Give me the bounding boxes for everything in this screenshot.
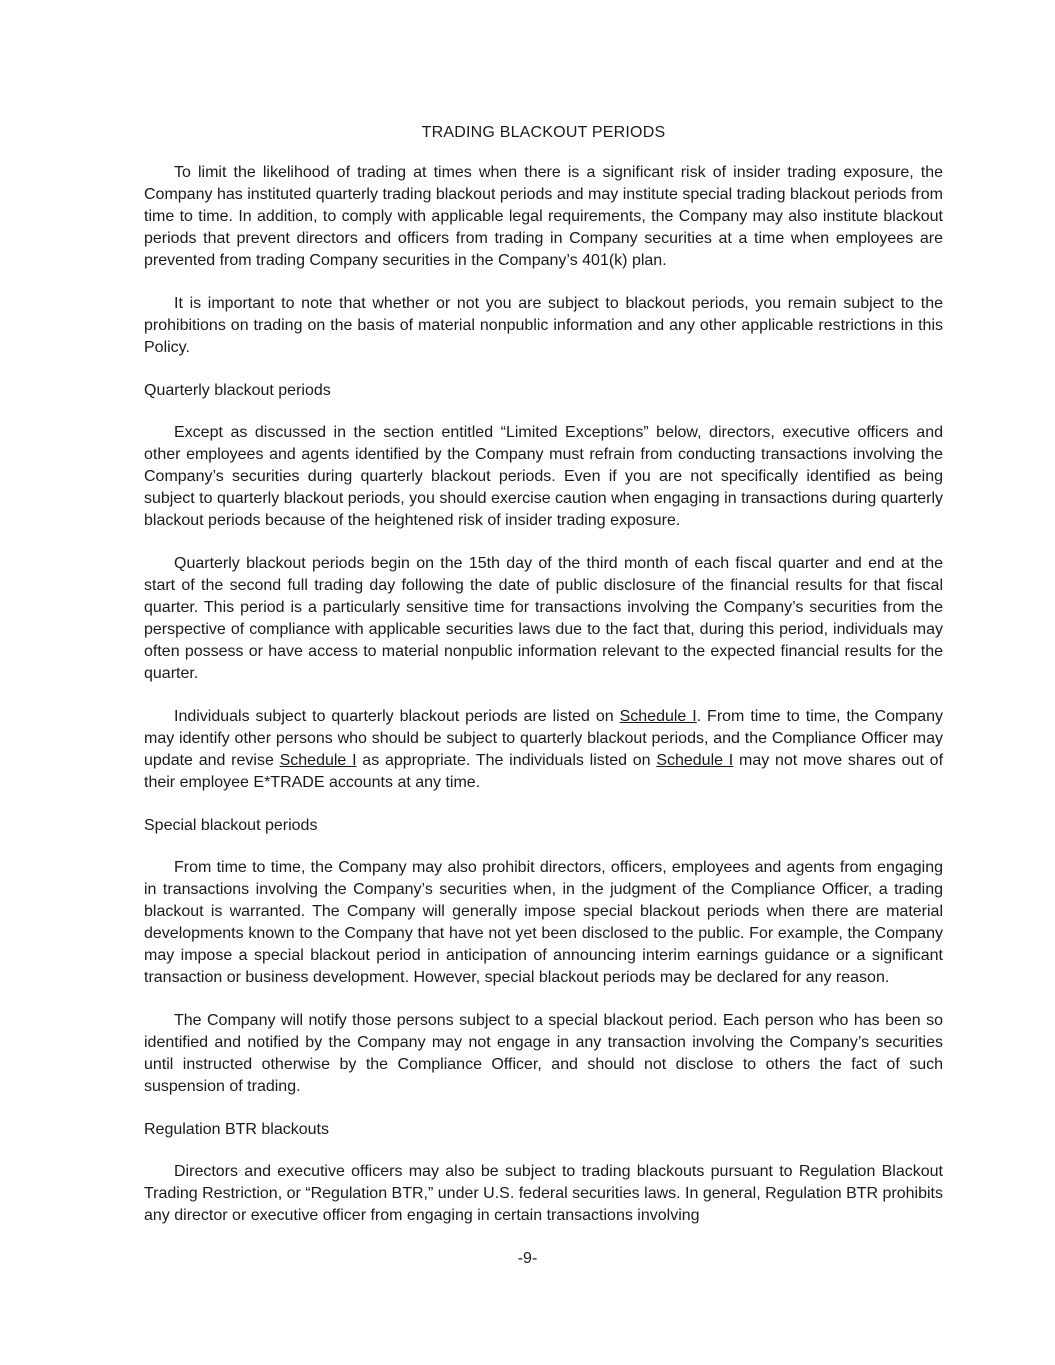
schedule-i-link: Schedule I [656,752,734,769]
quarterly-paragraph-2: Quarterly blackout periods begin on the 15th day of the third month of each fiscal quarter and end at the start of the second full trading day following the date of public disclosure of the financial results for that fiscal quarter. This period is a particularly sensitive time for transactions involving the Company’s securities from the perspective of compliance with applicable securities laws due to the fact that, during this period, individuals may often possess or have access to material nonpublic information relevant to the expected financial results for the quarter. [144,555,943,682]
document-page [144,122,943,1227]
text-segment: . From time to time, the Company may identify other persons who should be subject to quarterly blackout periods, and the Compliance Officer may update and revise [144,708,943,769]
schedule-i-link: Schedule I [279,752,357,769]
text-segment: Individuals subject to quarterly blackout periods are listed on [174,708,620,725]
intro-paragraph-1: To limit the likelihood of trading at times when there is a significant risk of insider trading exposure, the Company has instituted quarterly trading blackout periods and may institute special trading blackout periods from time to time. In addition, to comply with applicable legal requirements, the Company may also institute blackout periods that prevent directors and officers from trading in Company securities at a time when employees are prevented from trading Company securities in the Company’s 401(k) plan. [144,164,943,269]
page-title: TRADING BLACKOUT PERIODS [421,124,666,141]
special-heading: Special blackout periods [144,817,318,834]
quarterly-heading: Quarterly blackout periods [144,382,331,399]
text-segment: as appropriate. The individuals listed on [356,752,657,769]
quarterly-paragraph-1: Except as discussed in the section entitled “Limited Exceptions” below, directors, executive officers and other employees and agents identified by the Company must refrain from conducting transactions involving the Company’s securities during quarterly blackout periods. Even if you are not specifically identified as being subject to quarterly blackout periods, you should exercise caution when engaging in transactions during quarterly blackout periods because of the heightened risk of insider trading exposure. [144,424,943,529]
schedule-i-link: Schedule I [619,708,697,725]
special-paragraph-1: From time to time, the Company may also prohibit directors, officers, employees and agents from engaging in transactions involving the Company’s securities when, in the judgment of the Compliance Officer, a trading blackout is warranted. The Company will generally impose special blackout periods when there are material developments known to the Company that have not yet been disclosed to the public. For example, the Company may impose a special blackout period in anticipation of announcing interim earnings guidance or a significant transaction or business development. However, special blackout periods may be declared for any reason. [144,859,943,986]
page-number: -9- [517,1250,538,1267]
text-segment: may not move shares out of their employee E*TRADE accounts at any time. [144,752,944,791]
special-paragraph-2: The Company will notify those persons subject to a special blackout period. Each person who has been so identified and notified by the Company may not engage in any transaction involving the Company’s securities until instructed otherwise by the Compliance Officer, and should not disclose to others the fact of such suspension of trading. [144,1012,943,1095]
quarterly-paragraph-3 [144,706,943,794]
btr-paragraph-1: Directors and executive officers may also be subject to trading blackouts pursuant to Regulation Blackout Trading Restriction, or “Regulation BTR,” under U.S. federal securities laws. In general, Regulation BTR prohibits any director or executive officer from engaging in certain transactions involving [144,1163,943,1224]
btr-heading: Regulation BTR blackouts [144,1121,329,1138]
intro-paragraph-2: It is important to note that whether or not you are subject to blackout periods, you remain subject to the prohibitions on trading on the basis of material nonpublic information and any other applicable restrictions in this Policy. [144,295,943,356]
